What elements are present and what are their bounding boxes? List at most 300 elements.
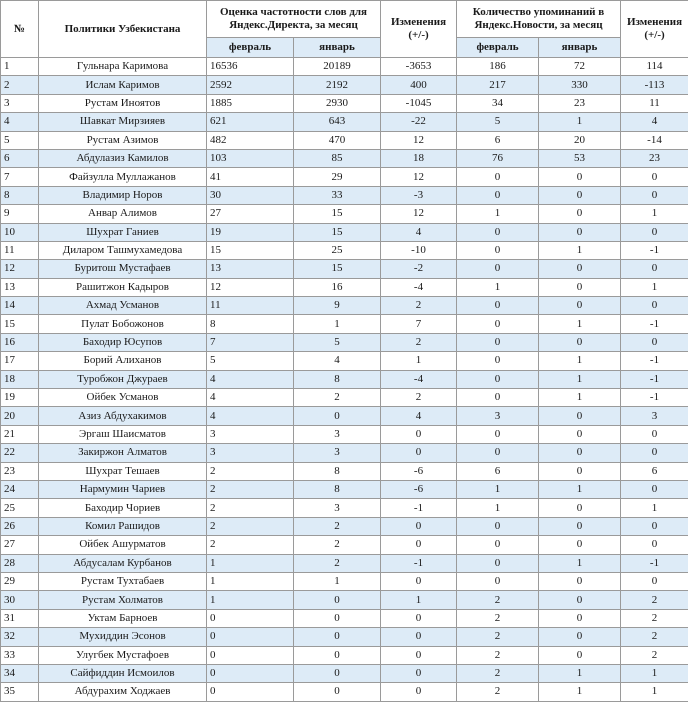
cell-jan-direct: 3 — [294, 425, 381, 443]
table-row — [1, 149, 688, 167]
cell-jan-direct: 0 — [294, 609, 381, 627]
cell-change-direct: 2 — [381, 333, 457, 351]
cell-num: 35 — [1, 683, 39, 701]
cell-change-news: -1 — [621, 315, 688, 333]
cell-feb-news: 0 — [457, 223, 539, 241]
cell-feb-news: 2 — [457, 664, 539, 682]
cell-num: 3 — [1, 94, 39, 112]
cell-change-news: 0 — [621, 425, 688, 443]
cell-feb-direct: 5 — [207, 352, 294, 370]
cell-jan-news: 1 — [539, 664, 621, 682]
cell-name: Ойбек Усманов — [39, 389, 207, 407]
cell-feb-news: 0 — [457, 168, 539, 186]
table-row — [1, 333, 688, 351]
cell-feb-news: 0 — [457, 260, 539, 278]
cell-feb-news: 186 — [457, 58, 539, 76]
cell-change-news: 6 — [621, 462, 688, 480]
cell-change-news: 4 — [621, 113, 688, 131]
cell-feb-direct: 3 — [207, 444, 294, 462]
cell-feb-direct: 27 — [207, 205, 294, 223]
cell-jan-direct: 33 — [294, 186, 381, 204]
cell-change-news: 0 — [621, 297, 688, 315]
cell-feb-direct: 0 — [207, 628, 294, 646]
cell-name: Пулат Бобожонов — [39, 315, 207, 333]
cell-feb-news: 3 — [457, 407, 539, 425]
cell-name: Туробжон Джураев — [39, 370, 207, 388]
cell-jan-news: 0 — [539, 278, 621, 296]
cell-change-direct: 0 — [381, 628, 457, 646]
cell-change-news: 23 — [621, 149, 688, 167]
cell-feb-direct: 2 — [207, 480, 294, 498]
table-row — [1, 370, 688, 388]
cell-num: 20 — [1, 407, 39, 425]
cell-num: 27 — [1, 536, 39, 554]
cell-feb-news: 0 — [457, 389, 539, 407]
table-row — [1, 683, 688, 701]
cell-jan-direct: 15 — [294, 223, 381, 241]
cell-jan-news: 0 — [539, 444, 621, 462]
cell-jan-news: 0 — [539, 168, 621, 186]
cell-jan-direct: 0 — [294, 664, 381, 682]
cell-feb-direct: 2 — [207, 517, 294, 535]
table-row — [1, 205, 688, 223]
cell-feb-news: 0 — [457, 370, 539, 388]
cell-num: 24 — [1, 480, 39, 498]
cell-change-news: 1 — [621, 205, 688, 223]
cell-num: 10 — [1, 223, 39, 241]
cell-feb-news: 0 — [457, 315, 539, 333]
cell-jan-news: 1 — [539, 315, 621, 333]
cell-jan-direct: 29 — [294, 168, 381, 186]
cell-name: Анвар Алимов — [39, 205, 207, 223]
cell-num: 7 — [1, 168, 39, 186]
cell-jan-direct: 2 — [294, 536, 381, 554]
cell-name: Мухиддин Эсонов — [39, 628, 207, 646]
cell-name: Шухрат Ганиев — [39, 223, 207, 241]
cell-jan-news: 0 — [539, 407, 621, 425]
cell-change-direct: 2 — [381, 297, 457, 315]
table-row — [1, 609, 688, 627]
table-row — [1, 499, 688, 517]
table-row — [1, 554, 688, 572]
cell-jan-direct: 643 — [294, 113, 381, 131]
cell-jan-direct: 1 — [294, 572, 381, 590]
cell-jan-direct: 8 — [294, 480, 381, 498]
header-yandex-direct: Оценка частотности слов для Яндекс.Директа, за месяц — [207, 1, 381, 38]
cell-change-direct: 0 — [381, 683, 457, 701]
cell-change-news: 0 — [621, 223, 688, 241]
cell-feb-news: 0 — [457, 536, 539, 554]
cell-change-news: 0 — [621, 536, 688, 554]
cell-change-news: -1 — [621, 352, 688, 370]
cell-jan-direct: 0 — [294, 591, 381, 609]
cell-num: 2 — [1, 76, 39, 94]
cell-jan-news: 72 — [539, 58, 621, 76]
cell-change-direct: 0 — [381, 572, 457, 590]
cell-change-news: 1 — [621, 499, 688, 517]
cell-change-direct: -2 — [381, 260, 457, 278]
cell-change-news: 11 — [621, 94, 688, 112]
cell-num: 31 — [1, 609, 39, 627]
cell-feb-direct: 13 — [207, 260, 294, 278]
cell-name: Ойбек Ашурматов — [39, 536, 207, 554]
cell-feb-news: 0 — [457, 572, 539, 590]
cell-feb-direct: 482 — [207, 131, 294, 149]
cell-name: Баходир Чориев — [39, 499, 207, 517]
cell-jan-news: 1 — [539, 352, 621, 370]
cell-num: 4 — [1, 113, 39, 131]
cell-num: 28 — [1, 554, 39, 572]
cell-change-direct: -1045 — [381, 94, 457, 112]
table-row — [1, 315, 688, 333]
cell-feb-news: 2 — [457, 646, 539, 664]
cell-num: 32 — [1, 628, 39, 646]
cell-feb-direct: 19 — [207, 223, 294, 241]
cell-change-news: 2 — [621, 609, 688, 627]
cell-jan-direct: 5 — [294, 333, 381, 351]
cell-change-direct: 12 — [381, 205, 457, 223]
cell-jan-direct: 470 — [294, 131, 381, 149]
cell-change-direct: 0 — [381, 536, 457, 554]
cell-feb-direct: 1 — [207, 572, 294, 590]
cell-name: Сайфиддин Исмоилов — [39, 664, 207, 682]
subheader-jan-direct: январь — [294, 38, 381, 58]
cell-name: Шавкат Мирзияев — [39, 113, 207, 131]
cell-name: Рустам Иноятов — [39, 94, 207, 112]
cell-change-news: -1 — [621, 370, 688, 388]
cell-feb-direct: 4 — [207, 407, 294, 425]
table-row — [1, 94, 688, 112]
table-row — [1, 76, 688, 94]
cell-feb-news: 0 — [457, 425, 539, 443]
cell-num: 19 — [1, 389, 39, 407]
table-row — [1, 628, 688, 646]
cell-name: Абдурахим Ходжаев — [39, 683, 207, 701]
cell-num: 9 — [1, 205, 39, 223]
header-yandex-news: Количество упоминаний в Яндекс.Новости, за месяц — [457, 1, 621, 38]
cell-change-direct: 0 — [381, 609, 457, 627]
table-row — [1, 407, 688, 425]
cell-num: 29 — [1, 572, 39, 590]
table-row — [1, 462, 688, 480]
cell-change-direct: -4 — [381, 370, 457, 388]
cell-jan-direct: 15 — [294, 205, 381, 223]
cell-jan-direct: 20189 — [294, 58, 381, 76]
cell-feb-direct: 0 — [207, 664, 294, 682]
cell-change-news: 0 — [621, 572, 688, 590]
cell-change-direct: 4 — [381, 407, 457, 425]
cell-jan-direct: 16 — [294, 278, 381, 296]
table-row — [1, 536, 688, 554]
cell-name: Абдусалам Курбанов — [39, 554, 207, 572]
cell-change-news: 0 — [621, 444, 688, 462]
table-row — [1, 297, 688, 315]
cell-jan-direct: 2192 — [294, 76, 381, 94]
cell-feb-news: 0 — [457, 554, 539, 572]
cell-change-news: 3 — [621, 407, 688, 425]
cell-feb-news: 2 — [457, 683, 539, 701]
cell-change-direct: -6 — [381, 480, 457, 498]
cell-jan-news: 0 — [539, 260, 621, 278]
cell-feb-news: 0 — [457, 186, 539, 204]
cell-jan-news: 0 — [539, 186, 621, 204]
cell-feb-news: 1 — [457, 480, 539, 498]
cell-jan-news: 1 — [539, 370, 621, 388]
cell-num: 6 — [1, 149, 39, 167]
cell-change-direct: 12 — [381, 168, 457, 186]
cell-name: Баходир Юсупов — [39, 333, 207, 351]
table-row — [1, 278, 688, 296]
cell-name: Владимир Норов — [39, 186, 207, 204]
cell-jan-news: 0 — [539, 425, 621, 443]
cell-name: Ахмад Усманов — [39, 297, 207, 315]
cell-jan-news: 0 — [539, 591, 621, 609]
cell-jan-direct: 1 — [294, 315, 381, 333]
cell-name: Улугбек Мустафоев — [39, 646, 207, 664]
cell-feb-news: 2 — [457, 609, 539, 627]
cell-name: Гульнара Каримова — [39, 58, 207, 76]
cell-feb-direct: 4 — [207, 389, 294, 407]
cell-name: Диларом Ташмухамедова — [39, 241, 207, 259]
cell-jan-direct: 15 — [294, 260, 381, 278]
cell-jan-news: 1 — [539, 389, 621, 407]
cell-jan-news: 330 — [539, 76, 621, 94]
cell-feb-news: 0 — [457, 352, 539, 370]
subheader-feb-news: февраль — [457, 38, 539, 58]
header-name: Политики Узбекистана — [39, 1, 207, 58]
cell-feb-direct: 2592 — [207, 76, 294, 94]
cell-jan-direct: 8 — [294, 462, 381, 480]
cell-num: 34 — [1, 664, 39, 682]
cell-name: Комил Рашидов — [39, 517, 207, 535]
cell-num: 5 — [1, 131, 39, 149]
cell-feb-news: 0 — [457, 444, 539, 462]
cell-num: 13 — [1, 278, 39, 296]
cell-jan-direct: 4 — [294, 352, 381, 370]
cell-jan-news: 0 — [539, 572, 621, 590]
cell-name: Нармумин Чариев — [39, 480, 207, 498]
cell-feb-direct: 15 — [207, 241, 294, 259]
cell-change-direct: 7 — [381, 315, 457, 333]
cell-num: 8 — [1, 186, 39, 204]
cell-change-news: 0 — [621, 333, 688, 351]
cell-num: 22 — [1, 444, 39, 462]
cell-name: Азиз Абдухакимов — [39, 407, 207, 425]
cell-change-direct: 4 — [381, 223, 457, 241]
cell-change-news: 2 — [621, 591, 688, 609]
cell-jan-news: 20 — [539, 131, 621, 149]
cell-jan-direct: 0 — [294, 646, 381, 664]
cell-num: 25 — [1, 499, 39, 517]
table-row — [1, 113, 688, 131]
cell-change-news: -14 — [621, 131, 688, 149]
cell-num: 18 — [1, 370, 39, 388]
cell-jan-direct: 2 — [294, 554, 381, 572]
subheader-jan-news: январь — [539, 38, 621, 58]
cell-feb-direct: 103 — [207, 149, 294, 167]
cell-num: 1 — [1, 58, 39, 76]
cell-jan-news: 1 — [539, 683, 621, 701]
cell-num: 23 — [1, 462, 39, 480]
cell-feb-news: 1 — [457, 499, 539, 517]
cell-name: Эргаш Шаисматов — [39, 425, 207, 443]
cell-jan-news: 1 — [539, 554, 621, 572]
cell-change-news: 0 — [621, 260, 688, 278]
cell-feb-direct: 41 — [207, 168, 294, 186]
cell-jan-news: 0 — [539, 297, 621, 315]
header-num: № — [1, 1, 39, 58]
cell-jan-news: 1 — [539, 241, 621, 259]
table-row — [1, 572, 688, 590]
table-row — [1, 223, 688, 241]
cell-change-direct: -6 — [381, 462, 457, 480]
cell-change-news: -1 — [621, 241, 688, 259]
table-row — [1, 58, 688, 76]
cell-feb-direct: 11 — [207, 297, 294, 315]
cell-feb-direct: 8 — [207, 315, 294, 333]
cell-num: 14 — [1, 297, 39, 315]
cell-change-news: 0 — [621, 480, 688, 498]
cell-change-news: -113 — [621, 76, 688, 94]
cell-feb-news: 0 — [457, 333, 539, 351]
cell-feb-direct: 30 — [207, 186, 294, 204]
cell-num: 15 — [1, 315, 39, 333]
cell-feb-direct: 4 — [207, 370, 294, 388]
cell-change-news: -1 — [621, 389, 688, 407]
cell-change-direct: 1 — [381, 352, 457, 370]
cell-name: Рустам Тухтабаев — [39, 572, 207, 590]
table-row — [1, 425, 688, 443]
cell-feb-news: 1 — [457, 278, 539, 296]
table-row — [1, 480, 688, 498]
cell-jan-direct: 9 — [294, 297, 381, 315]
cell-jan-news: 1 — [539, 113, 621, 131]
cell-feb-direct: 7 — [207, 333, 294, 351]
cell-jan-direct: 85 — [294, 149, 381, 167]
table-row — [1, 168, 688, 186]
cell-num: 12 — [1, 260, 39, 278]
cell-change-direct: -3 — [381, 186, 457, 204]
cell-feb-direct: 0 — [207, 683, 294, 701]
table-row — [1, 260, 688, 278]
cell-feb-news: 2 — [457, 591, 539, 609]
cell-feb-news: 6 — [457, 131, 539, 149]
cell-name: Абдулазиз Камилов — [39, 149, 207, 167]
cell-jan-news: 0 — [539, 205, 621, 223]
cell-feb-news: 76 — [457, 149, 539, 167]
cell-jan-news: 0 — [539, 536, 621, 554]
cell-feb-direct: 12 — [207, 278, 294, 296]
cell-change-direct: -3653 — [381, 58, 457, 76]
cell-num: 16 — [1, 333, 39, 351]
table-row — [1, 389, 688, 407]
cell-feb-direct: 621 — [207, 113, 294, 131]
cell-name: Файзулла Муллажанов — [39, 168, 207, 186]
cell-jan-news: 0 — [539, 462, 621, 480]
cell-change-direct: -1 — [381, 499, 457, 517]
cell-change-direct: -1 — [381, 554, 457, 572]
cell-jan-direct: 0 — [294, 683, 381, 701]
cell-feb-direct: 2 — [207, 536, 294, 554]
cell-change-news: 2 — [621, 646, 688, 664]
cell-change-direct: 0 — [381, 425, 457, 443]
cell-change-news: 1 — [621, 683, 688, 701]
cell-name: Борий Алиханов — [39, 352, 207, 370]
cell-jan-news: 0 — [539, 517, 621, 535]
cell-name: Рустам Азимов — [39, 131, 207, 149]
cell-change-direct: 0 — [381, 646, 457, 664]
cell-feb-news: 217 — [457, 76, 539, 94]
cell-jan-direct: 3 — [294, 499, 381, 517]
table-row — [1, 517, 688, 535]
cell-jan-news: 0 — [539, 628, 621, 646]
cell-num: 26 — [1, 517, 39, 535]
cell-jan-direct: 0 — [294, 628, 381, 646]
cell-feb-news: 1 — [457, 205, 539, 223]
cell-change-direct: -22 — [381, 113, 457, 131]
cell-change-direct: 2 — [381, 389, 457, 407]
table-row — [1, 352, 688, 370]
cell-feb-news: 0 — [457, 517, 539, 535]
table-row — [1, 241, 688, 259]
cell-change-direct: 0 — [381, 517, 457, 535]
cell-change-news: 0 — [621, 186, 688, 204]
cell-change-news: 0 — [621, 168, 688, 186]
header-change-news: Изменения (+/-) — [621, 1, 688, 58]
cell-jan-news: 53 — [539, 149, 621, 167]
cell-change-direct: 18 — [381, 149, 457, 167]
cell-jan-direct: 0 — [294, 407, 381, 425]
cell-feb-direct: 2 — [207, 499, 294, 517]
cell-name: Рустам Холматов — [39, 591, 207, 609]
cell-name: Ислам Каримов — [39, 76, 207, 94]
cell-num: 17 — [1, 352, 39, 370]
table-row — [1, 444, 688, 462]
cell-jan-direct: 25 — [294, 241, 381, 259]
cell-change-direct: 12 — [381, 131, 457, 149]
cell-change-news: 114 — [621, 58, 688, 76]
subheader-feb-direct: февраль — [207, 38, 294, 58]
cell-change-direct: 1 — [381, 591, 457, 609]
cell-num: 30 — [1, 591, 39, 609]
cell-name: Уктам Барноев — [39, 609, 207, 627]
cell-feb-direct: 1 — [207, 554, 294, 572]
cell-feb-direct: 1885 — [207, 94, 294, 112]
cell-change-news: 1 — [621, 278, 688, 296]
cell-change-news: 0 — [621, 517, 688, 535]
cell-name: Рашитжон Кадыров — [39, 278, 207, 296]
table-row — [1, 664, 688, 682]
cell-change-direct: -10 — [381, 241, 457, 259]
cell-jan-direct: 2 — [294, 389, 381, 407]
cell-jan-direct: 2 — [294, 517, 381, 535]
cell-feb-news: 0 — [457, 241, 539, 259]
cell-num: 21 — [1, 425, 39, 443]
cell-feb-direct: 16536 — [207, 58, 294, 76]
cell-change-direct: 0 — [381, 444, 457, 462]
table-row — [1, 186, 688, 204]
cell-change-direct: 0 — [381, 664, 457, 682]
cell-feb-direct: 3 — [207, 425, 294, 443]
cell-jan-news: 1 — [539, 480, 621, 498]
cell-jan-direct: 2930 — [294, 94, 381, 112]
cell-num: 11 — [1, 241, 39, 259]
cell-feb-direct: 0 — [207, 609, 294, 627]
table-body — [1, 58, 688, 702]
cell-jan-news: 0 — [539, 499, 621, 517]
table-row — [1, 131, 688, 149]
cell-jan-news: 0 — [539, 333, 621, 351]
